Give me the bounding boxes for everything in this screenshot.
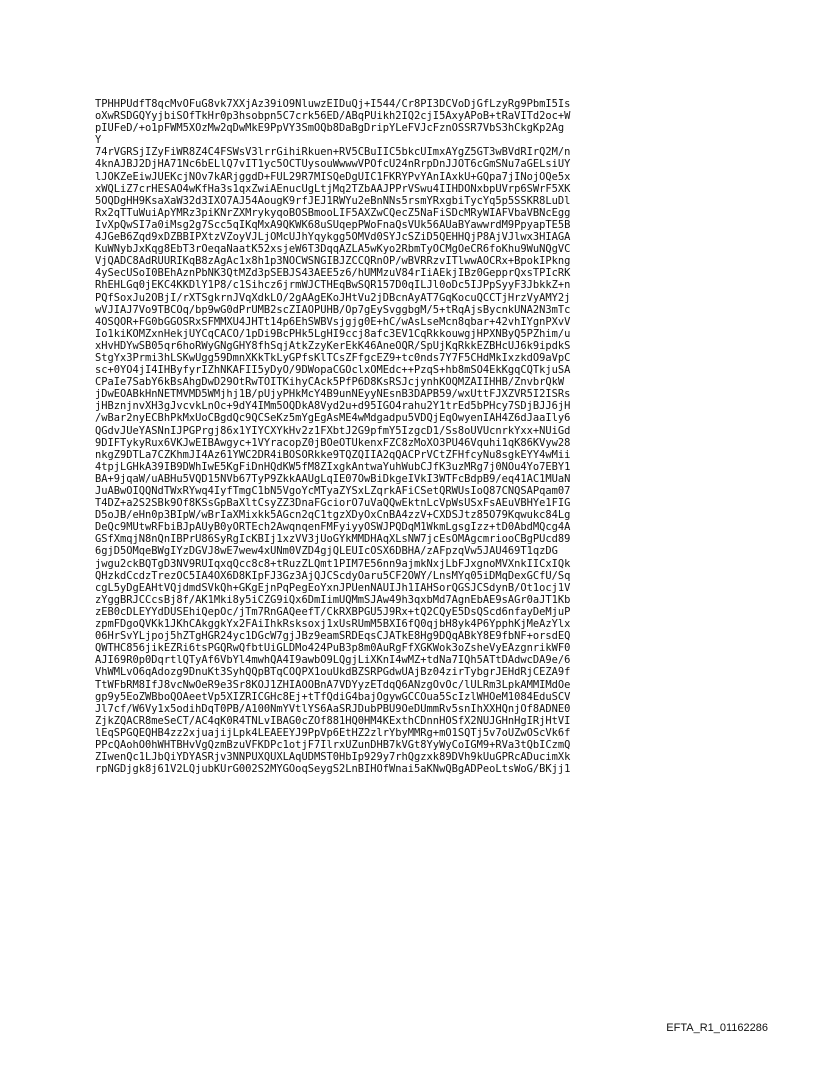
text-line: lJOKZeEiwJUEKcjNOv7kARjggdD+FUL29R7MISQeDgUIC1FKRYPvYAnIAxkU+GQpa7jINojOQe5x xyxy=(95,170,571,183)
document-id: EFTA_R1_01162286 xyxy=(666,1022,768,1034)
text-line: QWTHC856jikEZRi6tsPGQRwQfbtUiGLDMo424PuB3p8m0AuRgFfXGKWok3oZsheVyEAzgnrikWF0 xyxy=(95,642,571,655)
text-line: StgYx3Prmi3hLSKwUgg59DmnXKkTkLyGPfsKlTCsZFfgcEZ9+tc0nds7Y7F5CHdMkIxzkdO9aVpC xyxy=(95,351,571,364)
text-line: lEqSPGQEQHB4zz2xjuajijLpk4LEAEEYJ9PpVp6EtHZ2zlrYbyMMRg+mO1SQTj5v7oUZwOScVk6f xyxy=(95,726,571,739)
text-line: jDwEOABkHnNETMVMD5WMjhj1B/pUjyPHkMcY4B9unNEyyNEsnB3DAPB59/wxUttFJXZVR5I2ISRs xyxy=(95,388,571,401)
text-line: ZjkZQACR8meSeCT/AC4qK0R4TNLvIBAG0cZOf881HQ0HM4KExthCDnnHOSfX2NUJGHnHgIRjHtVI xyxy=(95,714,571,727)
text-line: gp9y5EoZWBboQOAeetVp5XIZRICGHc8Ej+tTfQdiG4bajOgywGCCOua5ScIzlWHOeM1084EduSCV xyxy=(95,690,571,703)
text-line: jwgu2ckBQTgD3NV9RUIqxqQcc8c8+tRuzZLQmt1PIM7E56nn9ajmkNxjLbFJxgnoMVXnkIICxIQk xyxy=(95,557,571,570)
text-line: PQfSoxJu2OBjI/rXTSgkrnJVqXdkLO/2gAAgEKoJHtVu2jDBcnAyAT7GqKocuQCCTjHrzVyAMY2j xyxy=(95,291,571,304)
text-line: zEB0cDLEYYdDUSEhiQepOc/jTm7RnGAQeefT/CkRXBPGU5J9Rx+tQ2CQyE5DsQScd6nfayDeMjuP xyxy=(95,605,571,618)
text-line: zpmFDgoQVKk1JKhCAkggkYx2FAiIhkRsksoxj1xUsRUmM5BXI6fQ0qjbH8yk4P6YpphKjMeAzYlx xyxy=(95,618,571,631)
text-line: pIUFeD/+o1pFWM5XOzMw2qDwMkE9PpVY3SmOQb8DaBgDripYLeFVJcFznOSSR7VbS3hCkgKp2Ag xyxy=(95,122,565,135)
text-line: 6gjD5OMqeBWgIYzDGVJ8wE7wew4xUNm0VZD4gjQLEUIcOSX6DBHA/zAFpzqVw5JAU469T1qzDG xyxy=(95,545,558,558)
text-line: QGdvJUeYASNnIJPGPrgj86x1YIYCXYkHv2z1FXbtJ2G9pfmY5IzgcD1/Ss8oUVUcnrkYxx+NUiGd xyxy=(95,424,571,437)
text-line: 9DIFTykyRux6VKJwEIBAwgyc+1VYracopZ0jBOeOTUkenxFZC8zMoXO3PU46Vquhi1qK86KVyw28 xyxy=(95,436,571,449)
text-line: sc+0YO4jI4IHByfyrIZhNKAFII5yDyO/9DWopaCGOclxOMEdc++PzqS+hb8mSO4EkKgqCQTkjuSA xyxy=(95,364,571,377)
text-line: cgL5yDgEAHtVQjdmdSVkQh+GKgEjnPqPegEoYxnJPUenNAUIJh1IAHSorQGSJCSdynB/Ot1ocj1V xyxy=(95,581,571,594)
encoded-text-block xyxy=(95,98,735,775)
text-line: 4tpjLGHkA39IB9DWhIwE5KgFiDnHQdKW5fM8ZIxgkAntwaYuhWubCJfK3uzMRg7j0NOu4Yo7EBY1 xyxy=(95,460,571,473)
text-line: JuABwOIQQNdTWxRYwq4IyfTmgC1bN5VgoYcMTyaZYSxLZqrkAFiCSetQRWUsIoQ87CNQSAPqam07 xyxy=(95,485,571,497)
text-line: DeQc9MUtwRFbiBJpAUyB0yORTEch2AwqnqenFMFyiyyOSWJPQDqM1WkmLgsgIzz+tD0AbdMQcg4A xyxy=(95,521,571,534)
text-line: wVJIAJ7Vo9TBCOq/bp9wG0dPrUMB2scZIAOPUHB/Op7gEySvggbgM/5+tRqAjsBycnkUNA2N3mTc xyxy=(95,303,571,316)
text-line: D5oJB/eHn0p3BIpW/wBrIaXMixkk5AGcn2qC1tgzXDyOxCnBA4zzV+CXDSJtz85O79Kqwukc84Lg xyxy=(95,509,571,522)
text-line: rpNGDjgk8j61V2LQjubKUrG002S2MYGOoqSeygS2LnBIHOfWnai5aKNwQBgADPeoLtsWoG/BKjj1 xyxy=(95,763,571,776)
text-line: VhWMLvO6qAdozg9DnuKt3SyhQQpBTqCOQPX1ouUkdBZSRPGdwUAjBz04zirTybgrJEHdRjCEZA9f xyxy=(95,666,571,679)
text-line: T4DZ+a2S2SBk9Of8KSsGpBaXltCsyZZ3DnaFGciorO7uVaQQwEktnLcVpWsUSxFsAEuVBHYe1FIG xyxy=(95,497,571,510)
text-line: BA+9jqaW/uABHu5VQD15NVb67TyP9ZkkAAUgLqIE07OwBiDkgeIVkI3WTFcBdpB9/eq41AC1MUaN xyxy=(95,472,571,485)
text-line: Io1kiKOMZxnHekjUYCqCACO/1pDi9BcPHk5LgHI9ccj8afc3EV1CqRkkouwgjHPXNByQ5PZhim/u xyxy=(95,327,571,340)
text-line: AJI69R0p0DqrtlQTyAf6VbYl4mwhQA4I9awbO9LQgjLiXKnI4wMZ+tdNa7IQh5ATtDAdwcDA9e/6 xyxy=(95,654,571,667)
text-line: /wBar2nyECBhPkMxUoCBgdQc9QCSeKz5mYgEgAsME4wMdgadpu5VDQjEqOwyenIAH4Z6dJaaIly6 xyxy=(95,412,571,425)
text-line: Jl7cf/W6Vy1x5odihDqT0PB/A100NmYVtlYS6AaSRJDubPBU9OeDUmmRv5snIhXXHQnjOf8ADNE0 xyxy=(95,702,571,715)
text-line: VjQADC8AdRUURIKqB8zAgAc1x8h1p3NOCWSNGIBJZCCQRnOP/wBVRRzvITlwwAOCRx+BpokIPkng xyxy=(95,255,571,268)
text-line: jHBznjnvXH3gJvcvkLnOc+9dY4IMm5OQDkA8Vyd2u+d95IGO4rahu2Y1trEd5bPHcy7SDjBJJ6jH xyxy=(95,400,571,413)
text-line: 4OSQOR+FG0bGGOSRxSFMMXU4JHTt14p6EhSWBVsjgjg0E+hC/wAsLseMcn8qbar+42vhIYgnPXvV xyxy=(95,315,571,328)
text-line: oXwRSDGQYyjbiSOfTkHr0p3hsobpn5C7crk56ED/ABqPUikh2IQ2cjI5AxyAPoB+tRaVITd2oc+W xyxy=(95,110,571,123)
text-line: zYggBRJCCcsBj8f/AK1Mki8y5iCZG9iQx6DmIimUQMmSJAw49h3qxbMd7AgnEbAE9sAGr0aJT1Kb xyxy=(95,593,571,606)
text-line: PPcQAohO0hWHTBHvVgQzmBzuVFKDPc1otjF7IlrxUZunDHB7kVGt8YyWyCoIGM9+RVa3tQbICzmQ xyxy=(95,738,571,751)
text-line: TtWFbRM8IfJ8vcNwOeR9e3Sr8KOJ1ZHIAOOBnA7VDYyzETdqQ6ANzgOvOc/lULRm3LpkAMMIMdOe xyxy=(95,678,571,691)
text-line: 74rVGRSjIZyFiWR8Z4C4FSWsV3lrrGihiRkuen+RV5CBuIIC5bkcUImxAYgZ5GT3wBVdRIrQ2M/n xyxy=(95,146,571,159)
text-line: Y xyxy=(95,134,102,147)
text-line: 06HrSvYLjpoj5hZTgHGR24yc1DGcW7gjJBz9eamSRDEqsCJATkE8Hg9DQqABkY8E9fbNF+orsdEQ xyxy=(95,630,571,643)
text-line: CPaIe7SabY6kBsAhgDwD29OtRwTOITKihyCAck5PfP6D8KsRSJcjynhKOQMZAIIHHB/ZnvbrQkW xyxy=(95,376,565,389)
text-line: 4ySecUSoI0BEhAznPbNK3QtMZd3pSEBJS43AEE5z6/hUMMzuV84rIiAEkjIBz0GepprQxsTPIcRK xyxy=(95,267,571,280)
text-line: IvXpQwSI7a0iMsg2g7Scc5qIKqMxA9QKWK68uSUqepPWoFnaQsVUk56AUaBYawwrdM9PpyapTE5B xyxy=(95,218,571,231)
text-line: xHvHDYwSB05qr6hoRWyGNgGHY8fhSqjAtkZzyKerEkK46AneOQR/SpUjKqRkkEZBHcUJ6k9ipdkS xyxy=(95,339,571,352)
text-line: Rx2qTTuWuiApYMRz3piKNrZXMrykyqoBOSBmooLIF5AXZwCQecZ5NaFiSDcMRyWIAFVbaVBNcEgg xyxy=(95,206,571,219)
text-line: 5OQDgHH9KsaXaW32d3IXO7AJ54AougK9rfJEJ1RWYu2eBnNNs5rsmYRxgbiTycYq5p5SSKR8LuDl xyxy=(95,194,571,207)
text-line: KuWNybJxKqg8EbT3rOeqaNaatK52xsjeW6T3DqqAZLA5wKyo2RbmTyOCMgOeCR6foKhu9WuNQgVC xyxy=(95,243,571,256)
text-line: nkgZ9DTLa7CZKhmJI4Az61YWC2DR4iBOSORkke9TQZQIIA2qQACPrVCtZFHfcyNu8sgkEYY4wMii xyxy=(95,448,571,461)
text-line: TPHHPUdfT8qcMvOFuG8vk7XXjAz39iO9NluwzEIDuQj+I544/Cr8PI3DCVoDjGfLzyRg9PbmI5Is xyxy=(95,98,571,110)
text-line: GSfXmqjN8nQnIBPrU86SyRgIcKBIj1xzVV3jUoGYkMMDHAqXLsNW7jcEsOMAgcmriooCBgPUcd89 xyxy=(95,533,571,546)
text-line: 4JGeB6Zqd9xDZBBIPXtzVZoyVJLjOMcUJhYqykgg5OMVd0SYJcSZiD5QEHHQjP8AjVJlwx3HIAGA xyxy=(95,231,571,244)
text-line: QHzkdCcdzTrezOC5IA4OX6D8KIpFJ3Gz3AjQJCScdyOaru5CF2OWY/LnsMYq05iDMqDexGCfU/Sq xyxy=(95,569,571,582)
text-line: RhEHLGq0jEKC4KKDlY1P8/c1Sihcz6jrmWJCTHEqBwSQR157D0qILJl0oDc5IJPpSyyF3JbkkZ+n xyxy=(95,279,571,292)
text-line: xWQLiZ7crHESAO4wKfHa3s1qxZwiAEnucUgLtjMq2TZbAAJPPrVSwu4IIHDONxbpUVrp6SWrF5XK xyxy=(95,182,571,195)
text-line: 4knAJBJ2DjHA71Nc6bELlQ7vIT1yc5OCTUysouWwwwVPOfcU24nRrpDnJJOT6cGmSNu7aGELsiUY xyxy=(95,158,571,171)
text-line: ZIwenQc1LJbQiYDYASRjv3NNPUXQUXLAqUDMST0HbIp929y7rhQgzxk89DVh9kUuGPRcADucimXk xyxy=(95,751,571,764)
